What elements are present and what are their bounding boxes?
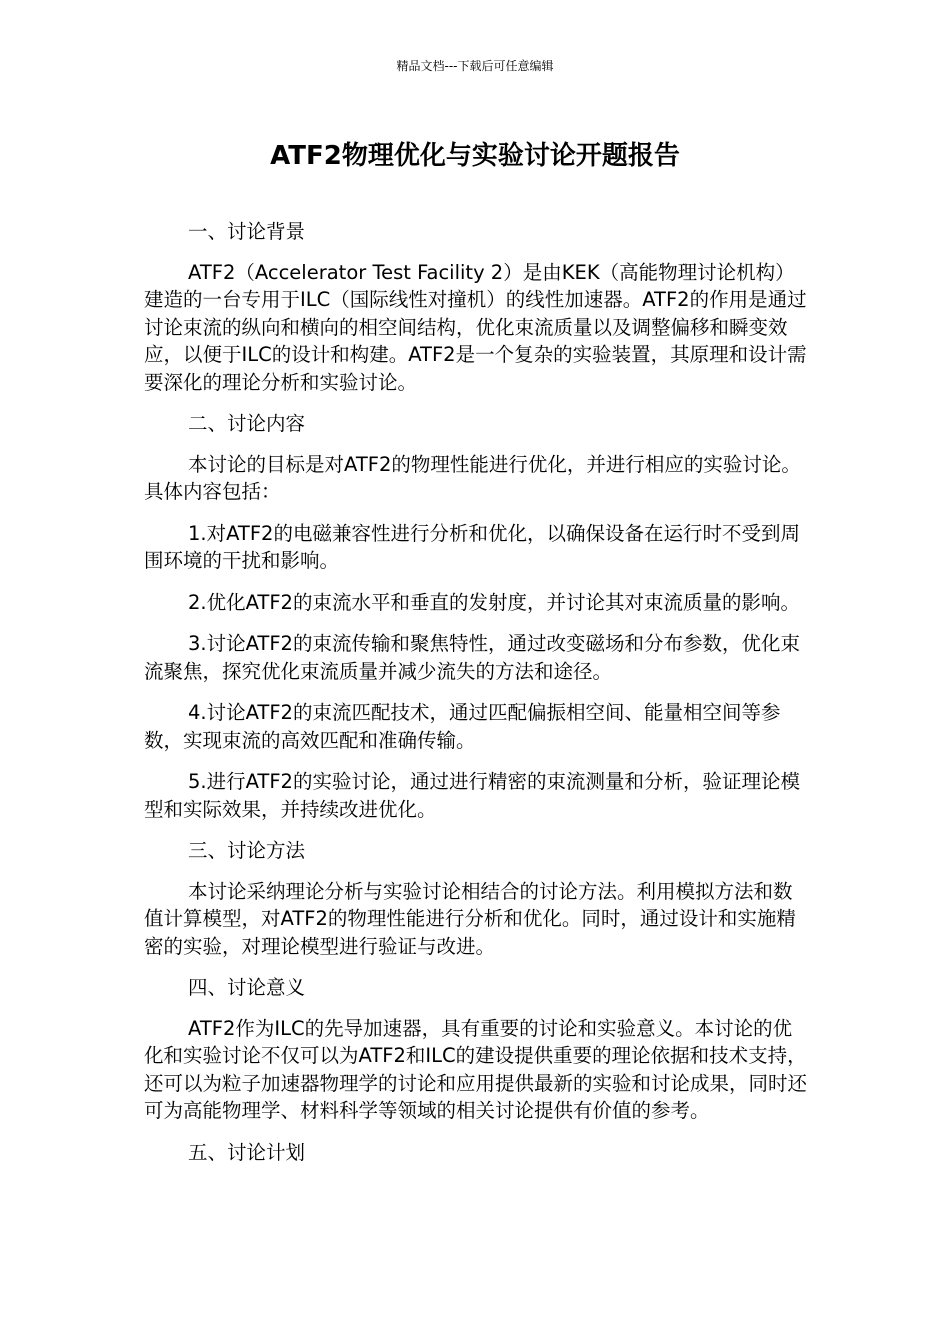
content-item-3: 3.讨论ATF2的束流传输和聚焦特性，通过改变磁场和分布参数，优化束流聚焦，探究优化束流质量并减少流失的方法和途径。 [144,632,800,683]
section-heading-background: 一、讨论背景 [188,220,306,243]
section-heading-significance: 四、讨论意义 [188,976,306,999]
section-heading-method: 三、讨论方法 [188,839,306,862]
section-heading-content: 二、讨论内容 [188,412,306,435]
content-item-5: 5.进行ATF2的实验讨论，通过进行精密的束流测量和分析，验证理论模型和实际效果，并持续改进优化。 [144,770,800,821]
content-item-1: 1.对ATF2的电磁兼容性进行分析和优化，以确保设备在运行时不受到周围环境的干扰和影响。 [144,521,800,572]
section-heading-plan: 五、讨论计划 [188,1140,306,1164]
content-item-4: 4.讨论ATF2的束流匹配技术，通过匹配偏振相空间、能量相空间等参数，实现束流的高效匹配和准确传输。 [144,701,781,752]
paragraph-background: ATF2（Accelerator Test Facility 2）是由KEK（高能物理讨论机构）建造的一台专用于ILC（国际线性对撞机）的线性加速器。ATF2的作用是通过讨论束流的纵向和横向的相空间结构，优化束流质量以及调整偏移和瞬变效应，以便于ILC的设计和构建。ATF2是一个复杂的实验装置，其原理和设计需要深化的理论分析和实验讨论。 [144,260,807,394]
document-body [144,218,808,1179]
document-title: ATF2物理优化与实验讨论开题报告 [270,141,680,171]
content-item-2: 2.优化ATF2的束流水平和垂直的发射度，并讨论其对束流质量的影响。 [188,590,800,614]
paragraph-method: 本讨论采纳理论分析与实验讨论相结合的讨论方法。利用模拟方法和数值计算模型，对ATF2的物理性能进行分析和优化。同时，通过设计和实施精密的实验，对理论模型进行验证与改进。 [144,879,796,958]
paragraph-content-intro: 本讨论的目标是对ATF2的物理性能进行优化，并进行相应的实验讨论。具体内容包括： [144,452,801,503]
paragraph-significance: ATF2作为ILC的先导加速器，具有重要的讨论和实验意义。本讨论的优化和实验讨论不仅可以为ATF2和ILC的建设提供重要的理论依据和技术支持，还可以为粒子加速器物理学的讨论和应用提供最新的实验和讨论成果，同时还可为高能物理学、材料科学等领域的相关讨论提供有价值的参考。 [144,1016,808,1122]
header-note: 精品文档---下载后可任意编辑 [396,59,554,73]
